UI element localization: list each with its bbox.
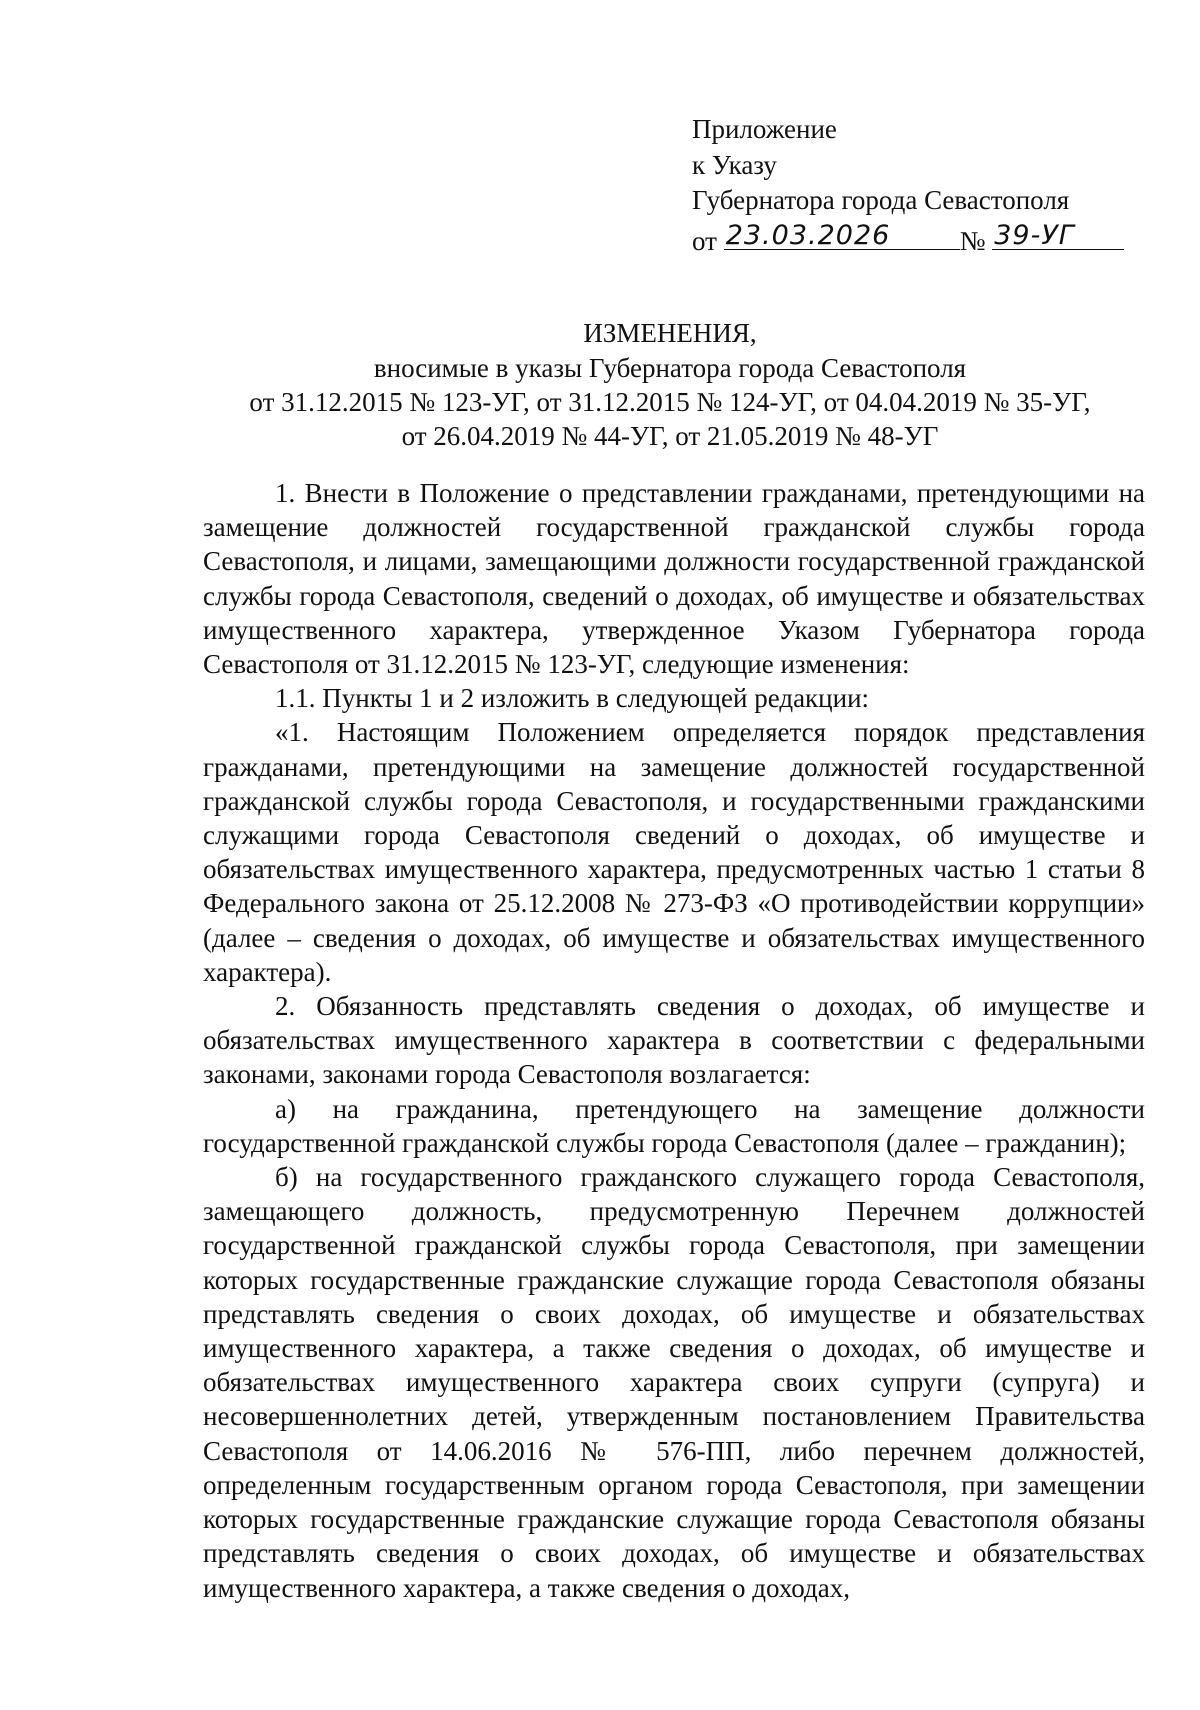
title-heading: ИЗМЕНЕНИЯ, [583,318,757,348]
paragraph-1: 1. Внести в Положение о представлении гражданами, претендующими на замещение должностей государственной гражданской службы города Севастополя, и лицами, замещающими должности государственной гражданской службы города Севастополя, сведений о доходах, об имуществе и обязательствах имущественного характера, утвержденное Указом Губернатора города Севастополя от 31.12.2015 № 123-УГ, следующие изменения: [203,478,1145,680]
title-decrees-line-2: от 26.04.2019 № 44-УГ, от 21.05.2019 № 48-УГ [401,421,939,451]
annex-label: Приложение [692,114,837,144]
annex-to-decree: к Указу [692,149,777,180]
annex-date-number-line [692,219,1124,260]
subpoint-a: а) на гражданина, претендующего на замещение должности государственной гражданской службы города Севастополя (далее – гражданин); [203,1093,1145,1158]
handwritten-number: 39-УГ [994,219,1075,251]
document-body [203,476,1145,1605]
title-decrees-line-1: от 31.12.2015 № 123-УГ, от 31.12.2015 № 124-УГ, от 04.04.2019 № 35-УГ, [249,387,1091,417]
quoted-point-1: «1. Настоящим Положением определяется порядок представления гражданами, претендующими на замещение должностей государственной гражданской службы города Севастополя, и государственными гражданскими служащими города Севастополя сведений о доходах, об имуществе и обязательствах имущественного характера, предусмотренных частью 1 статьи 8 Федерального закона от 25.12.2008 № 273-ФЗ «О противодействии коррупции» (далее – сведения о доходах, об имуществе и обязательствах имущественного характера). [203,717,1145,987]
handwritten-date: 23.03.2026 [725,219,891,251]
date-prefix: от [692,225,717,256]
number-field [992,219,1124,250]
document-title [210,316,1130,453]
annex-header [692,112,1124,259]
subpoint-b: б) на государственного гражданского служащего города Севастополя, замещающего должность, предусмотренную Перечнем должностей государственной гражданской службы города Севастополя, при замещении которых государственные гражданские служащие города Севастополя обязаны представлять сведения о своих доходах, об имуществе и обязательствах имущественного характера, а также сведения о доходах, об имуществе и обязательствах имущественного характера своих супруги (супруга) и несовершеннолетних детей, утвержденным постановлением Правительства Севастополя от 14.06.2016 № 576-ПП, либо перечнем должностей, определенным государственным органом города Севастополя, при замещении которых государственные гражданские служащие города Севастополя обязаны представлять сведения о своих доходах, об имуществе и обязательствах имущественного характера, а также сведения о доходах, [203,1162,1145,1603]
number-prefix: № [959,225,986,256]
date-field [724,219,960,250]
paragraph-1-1: 1.1. Пункты 1 и 2 изложить в следующей редакции: [275,683,870,714]
quoted-point-2: 2. Обязанность представлять сведения о доходах, об имуществе и обязательствах имущественного характера в соответствии с федеральными законами, законами города Севастополя возлагается: [203,991,1145,1090]
annex-governor: Губернатора города Севастополя [692,185,1070,215]
title-subtitle: вносимые в указы Губернатора города Севастополя [373,353,967,383]
